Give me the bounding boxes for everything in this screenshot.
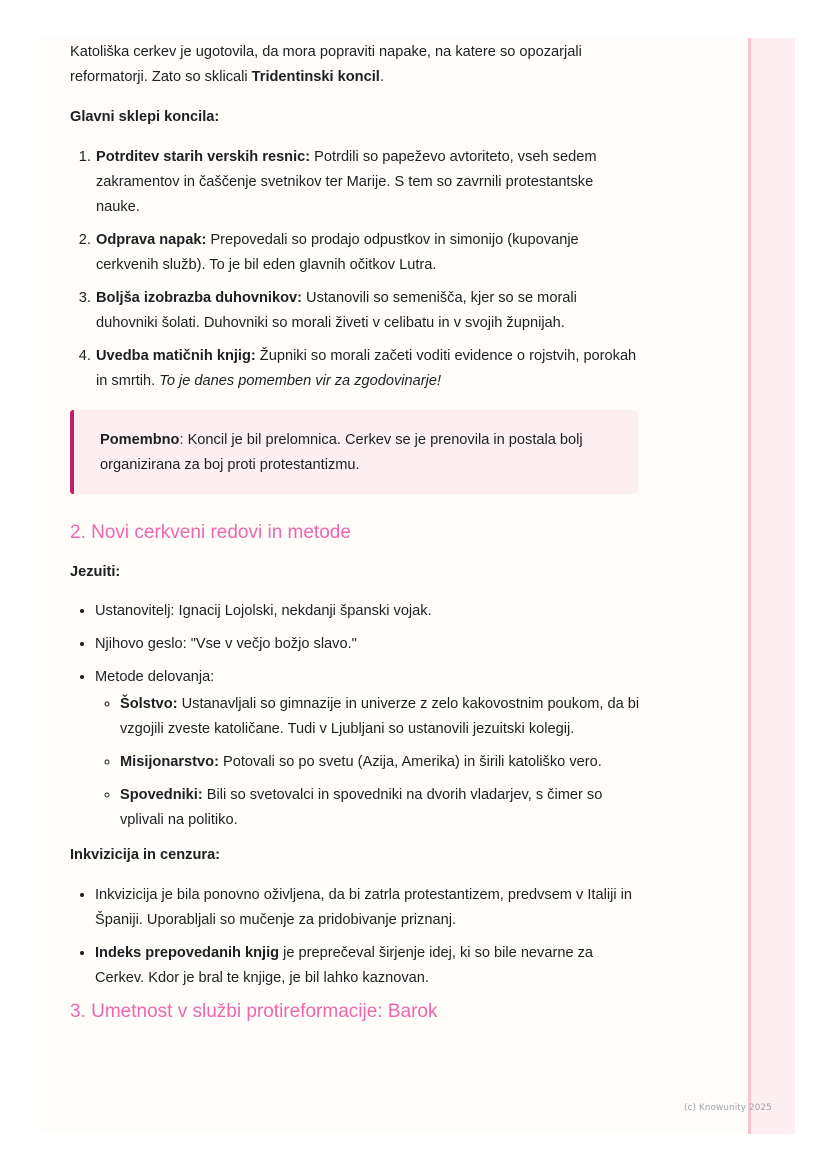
council-name: Tridentinski koncil — [251, 69, 380, 85]
decisions-list — [70, 145, 640, 394]
inkvizicija-heading: Inkvizicija in cenzura: — [70, 847, 221, 863]
list-item: • Ustanovitelj: Ignacij Lojolski, nekdanji španski vojak. — [95, 599, 640, 624]
list-item: ◦ Šolstvo: Ustanavljali so gimnazije in univerze z zelo kakovostnim poukom, da bi vzgojili zveste katoličane. Tudi v Ljubljani so ustanovili jezuitski kolegij. — [120, 692, 640, 742]
list-item: 1. Potrditev starih verskih resnic: Potrdili so papeževo avtoriteto, vseh sedem zakramentov in čaščenje svetnikov ter Marije. S tem so zavrnili protestantske nauke. — [95, 145, 640, 220]
list-item: • Indeks prepovedanih knjig je preprečeval širjenje idej, ki so bile nevarne za Cerkev. Kdor je bral te knjige, je bil lahko kaznovan. — [95, 941, 640, 991]
copyright-notice: (c) Knowunity 2025 — [684, 1103, 772, 1113]
intro-paragraph: Katoliška cerkev je ugotovila, da mora popraviti napake, na katere so opozarjali reformatorji. Zato so sklicali Tridentinski koncil. — [70, 44, 582, 85]
jezuiti-heading: Jezuiti: — [70, 564, 121, 580]
list-item: ◦ Spovedniki: Bili so svetovalci in spovedniki na dvorih vladarjev, s čimer so vplivali na politiko. — [120, 783, 640, 833]
list-item: 4. Uvedba matičnih knjig: Župniki so morali začeti voditi evidence o rojstvih, porokah in smrtih. To je danes pomemben vir za zgodovinarje! — [95, 344, 640, 394]
list-item: 3. Boljša izobrazba duhovnikov: Ustanovili so semenišča, kjer so se morali duhovniki šolati. Duhovniki so morali živeti v celibatu in v svojih župnijah. — [95, 286, 640, 336]
metode-list — [95, 692, 640, 833]
callout-label: Pomembno — [100, 432, 180, 448]
section-3-title: 3. Umetnost v službi protireformacije: Barok — [70, 1001, 438, 1022]
list-item: • Njihovo geslo: "Vse v večjo božjo slavo." — [95, 632, 640, 657]
decisions-heading: Glavni sklepi koncila: — [70, 109, 220, 125]
list-item: ◦ Misijonarstvo: Potovali so po svetu (Azija, Amerika) in širili katoliško vero. — [120, 750, 640, 775]
document-content — [70, 40, 640, 1039]
list-item: 2. Odprava napak: Prepovedali so prodajo odpustkov in simonijo (kupovanje cerkvenih služb). To je bil eden glavnih očitkov Lutra. — [95, 228, 640, 278]
section-2-title: 2. Novi cerkveni redovi in metode — [70, 522, 351, 543]
list-item: • Metode delovanja: ◦ Šolstvo: Ustanavljali so gimnazije in univerze z zelo kakovostnim poukom, da bi vzgojili zveste katoličane. Tudi v Ljubljani so ustanovili jezuitski kolegij. ◦ Misijonarstvo: Potovali so po svetu (Azija, Amerika) in širili katoliško vero. ◦ Spovedniki: Bili so svetovalci in spovedniki na dvorih vladarjev, s čimer so vplivali na politiko. — [95, 665, 640, 833]
list-item: • Inkvizicija je bila ponovno oživljena, da bi zatrla protestantizem, predvsem v Italiji in Španiji. Uporabljali so mučenje za pridobivanje priznanj. — [95, 883, 640, 933]
jezuiti-list — [70, 599, 640, 833]
inkvizicija-list — [70, 883, 640, 991]
important-callout: Pomembno: Koncil je bil prelomnica. Cerkev se je prenovila in postala bolj organizirana za boj proti protestantizmu. — [70, 410, 638, 494]
page-margin-band — [748, 38, 795, 1134]
